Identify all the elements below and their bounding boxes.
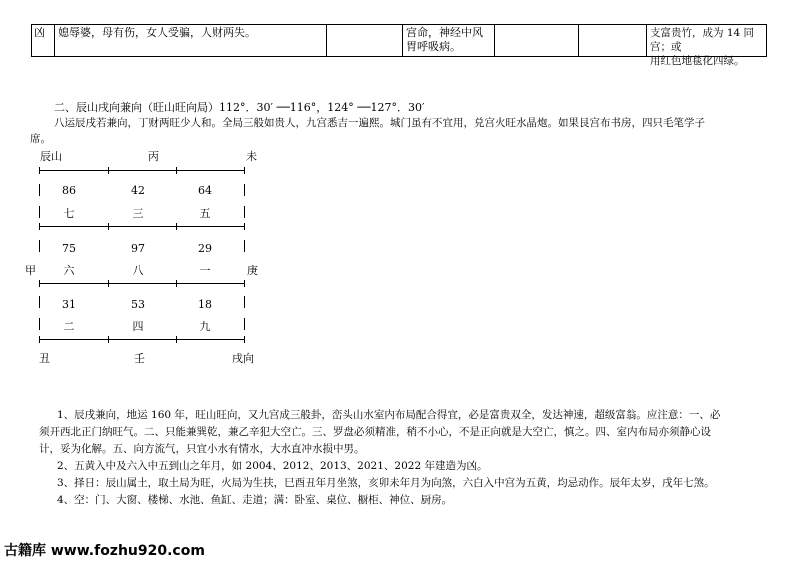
- section-heading: 二、辰山戌向兼向（旺山旺向局）112°．30′ ──116°，124° ──127°．30′: [54, 101, 425, 114]
- grid-tick: [39, 280, 40, 287]
- cell-text: 用红色地毯化四绿。: [650, 55, 745, 67]
- watermark-footer: 古籍库 www.fozhu920.com: [4, 543, 205, 559]
- cell-text: 支富贵竹，成为 14 同宫；或: [650, 27, 755, 53]
- grid-cell-label: 五: [199, 207, 211, 220]
- note-paragraph-1: 计，妥为化解。五、向方流气，只宜小水有情水，大水直冲水损中男。: [39, 443, 365, 455]
- grid-cell-label: 三: [132, 207, 144, 220]
- grid-tick: [108, 167, 109, 174]
- grid-cell-label: 七: [63, 207, 75, 220]
- grid-cell-number: 31: [62, 298, 76, 311]
- grid-tick: [176, 280, 177, 287]
- direction-bottom-center: 壬: [134, 352, 145, 365]
- table-cell-empty: [495, 24, 579, 57]
- grid-cell-number: 42: [131, 184, 145, 197]
- direction-left: 甲: [25, 264, 36, 277]
- note-paragraph-1: 1、辰戌兼向，地运 160 年，旺山旺向，又九宫成三般卦，峦头山水室内布局配合得宜，必是富贵双全，发达神速，超级富翁。应注意：一、必: [57, 409, 721, 421]
- direction-bottom-right: 戌向: [232, 352, 254, 365]
- grid-line: [244, 318, 245, 330]
- grid-line: [39, 318, 40, 330]
- direction-bottom-left: 丑: [39, 352, 50, 365]
- grid-tick: [39, 167, 40, 174]
- grid-tick: [108, 280, 109, 287]
- grid-line: [39, 296, 40, 308]
- grid-cell-number: 86: [62, 184, 76, 197]
- intro-text: 八运辰戌若兼向，丁财两旺少人和。全局三般如贵人，九宫悉吉一遍熙。城门虽有不宜用，兑宫火旺水晶炮。如果艮宫布书房，四只毛笔学子: [54, 117, 705, 129]
- top-table: [31, 24, 767, 67]
- direction-top-left: 辰山: [40, 150, 62, 163]
- note-paragraph-1: 须开西北正门纳旺气。二、只能兼巽乾，兼乙辛犯大空亡。三、罗盘必须精准，稍不小心，不是正向就是大空亡，慎之。四、室内布局亦须静心设: [39, 426, 711, 438]
- grid-line: [244, 206, 245, 218]
- note-paragraph-4: 4、空：门、大窗、楼梯、水池、鱼缸、走道；满：卧室、桌位、橱柜、神位、厨房。: [57, 494, 453, 506]
- grid-cell-number: 53: [131, 298, 145, 311]
- direction-top-right: 未: [246, 150, 257, 163]
- grid-line: [39, 240, 40, 252]
- grid-cell-number: 18: [198, 298, 212, 311]
- grid-line: [244, 296, 245, 308]
- direction-top-center: 丙: [148, 150, 159, 163]
- grid-line: [39, 339, 244, 340]
- grid-line: [39, 170, 244, 171]
- note-paragraph-2: 2、五黄入中及六入中五到山之年月，如 2004、2012、2013、2021、2022 年建造为凶。: [57, 460, 488, 472]
- grid-cell-number: 75: [62, 242, 76, 255]
- grid-tick: [244, 336, 245, 343]
- grid-tick: [244, 167, 245, 174]
- cell-text: 凶: [34, 26, 45, 39]
- direction-right: 庚: [247, 264, 258, 277]
- table-cell-empty: [579, 24, 647, 57]
- table-cell-disease: [403, 24, 495, 57]
- grid-tick: [176, 336, 177, 343]
- intro-text: 席。: [30, 133, 51, 145]
- grid-cell-number: 97: [131, 242, 145, 255]
- note-paragraph-3: 3、择日：辰山属土，取土局为旺，火局为生扶，巳酉丑年月坐煞，亥卯未年月为向煞，六白入中宫为五黄，均忌动作。辰年太岁，戌年七煞。: [57, 477, 715, 489]
- grid-line: [39, 226, 244, 227]
- grid-tick: [39, 223, 40, 230]
- grid-tick: [244, 280, 245, 287]
- cell-text: 媳辱婆，母有伤，女人受骗，人财两失。: [58, 26, 256, 39]
- table-cell-remedy: [647, 24, 767, 67]
- grid-cell-number: 29: [198, 242, 212, 255]
- table-cell-description: [55, 24, 327, 57]
- grid-cell-label: 二: [63, 320, 75, 333]
- grid-cell-number: 64: [198, 184, 212, 197]
- table-cell-verdict: [31, 24, 55, 57]
- table-cell-empty: [327, 24, 403, 57]
- grid-tick: [176, 167, 177, 174]
- grid-cell-label: 九: [199, 320, 211, 333]
- grid-cell-label: 一: [199, 264, 211, 277]
- cell-text: 胃呼吸病。: [406, 40, 461, 53]
- grid-cell-label: 八: [132, 264, 144, 277]
- grid-line: [39, 184, 40, 196]
- grid-tick: [176, 223, 177, 230]
- grid-line: [244, 184, 245, 196]
- grid-tick: [108, 223, 109, 230]
- grid-tick: [244, 223, 245, 230]
- grid-tick: [108, 336, 109, 343]
- grid-line: [244, 240, 245, 252]
- grid-cell-label: 四: [132, 320, 144, 333]
- grid-cell-label: 六: [63, 264, 75, 277]
- grid-tick: [39, 336, 40, 343]
- grid-line: [39, 206, 40, 218]
- grid-line: [39, 283, 244, 284]
- cell-text: 宫命，神经中风: [406, 26, 483, 39]
